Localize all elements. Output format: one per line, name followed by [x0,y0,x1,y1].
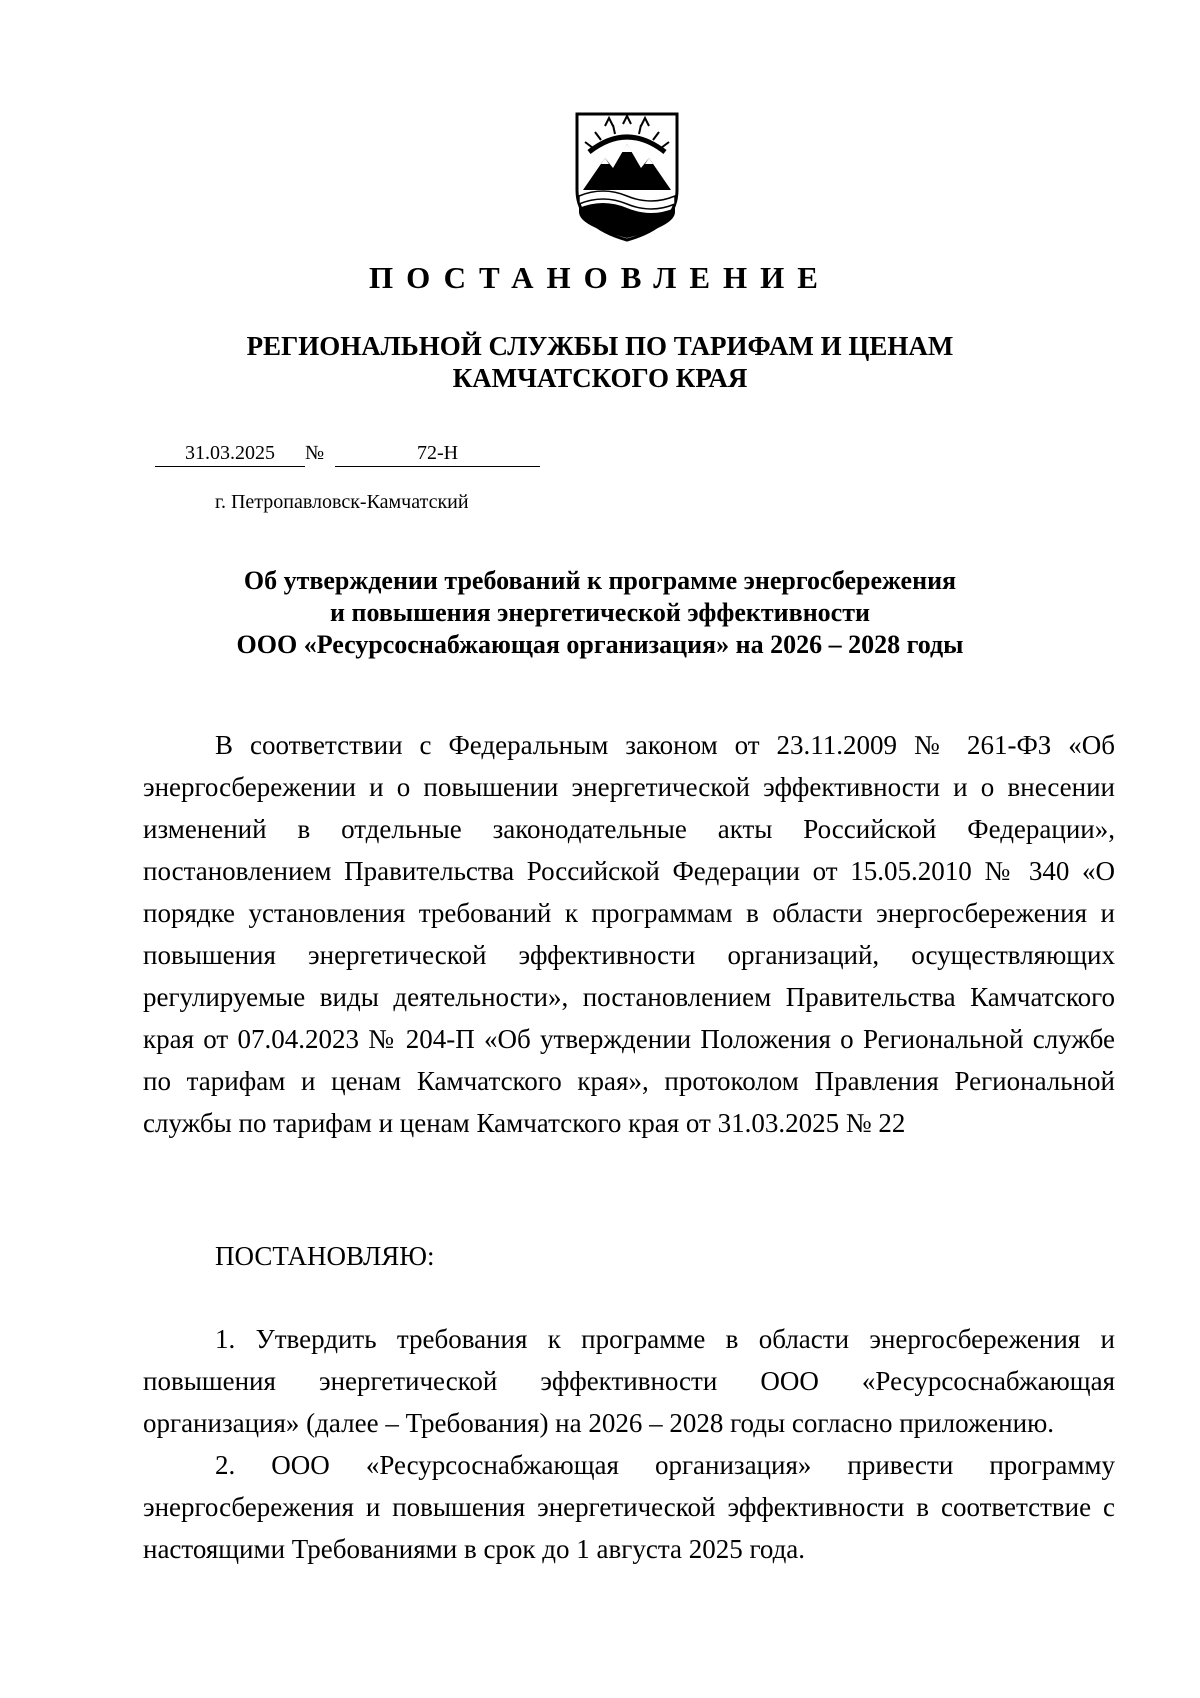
document-date: 31.03.2025 [155,440,305,467]
item-1-paragraph [143,1318,1115,1444]
preamble-text: В соответствии с Федеральным законом от 23.11.2009 № 261-ФЗ «Об энергосбережении и о повышении энергетической эффективности и о внесении изменений в отдельные законодательные акты Российской Федерации», постановлением Правительства Российской Федерации от 15.05.2010 № 340 «О порядке установления требований к программам в области энергосбережения и повышения энергетической эффективности организаций, осуществляющих регулируемые виды деятельности», постановлением Правительства Камчатского края от 07.04.2023 № 204-П «Об утверждении Положения о Региональной службе по тарифам и ценам Камчатского края», протоколом Правления Региональной службы по тарифам и ценам Камчатского края от 31.03.2025 № 22 [143,730,1115,1138]
document-type-heading: ПОСТАНОВЛЕНИЕ [369,260,831,295]
document-title-line-2: и повышения энергетической эффективности [330,598,870,627]
item-1-text: 1. Утвердить требования к программе в области энергосбережения и повышения энергетической эффективности ООО «Ресурсоснабжающая организация» (далее – Требования) на 2026 – 2028 годы согласно приложению. [143,1324,1115,1438]
item-2-text: 2. ООО «Ресурсоснабжающая организация» привести программу энергосбережения и повышения энергетической эффективности в соответствие с настоящими Требованиями в срок до 1 августа 2025 года. [143,1450,1115,1564]
agency-name [0,330,1200,394]
document-title [0,565,1200,661]
agency-name-line-1: РЕГИОНАЛЬНОЙ СЛУЖБЫ ПО ТАРИФАМ И ЦЕНАМ [246,331,954,361]
resolve-heading: ПОСТАНОВЛЯЮ: [215,1241,435,1271]
document-title-line-3: ООО «Ресурсоснабжающая организация» на 2026 – 2028 годы [236,630,964,659]
city-label: г. Петропавловск-Камчатский [215,491,469,513]
document-number: 72-Н [335,440,540,467]
agency-name-line-2: КАМЧАТСКОГО КРАЯ [452,363,748,393]
item-2-paragraph [143,1444,1115,1570]
preamble-paragraph [143,724,1115,1144]
number-sign: № [305,442,325,464]
document-title-line-1: Об утверждении требований к программе энергосбережения [243,566,957,595]
coat-of-arms-emblem [575,112,679,242]
